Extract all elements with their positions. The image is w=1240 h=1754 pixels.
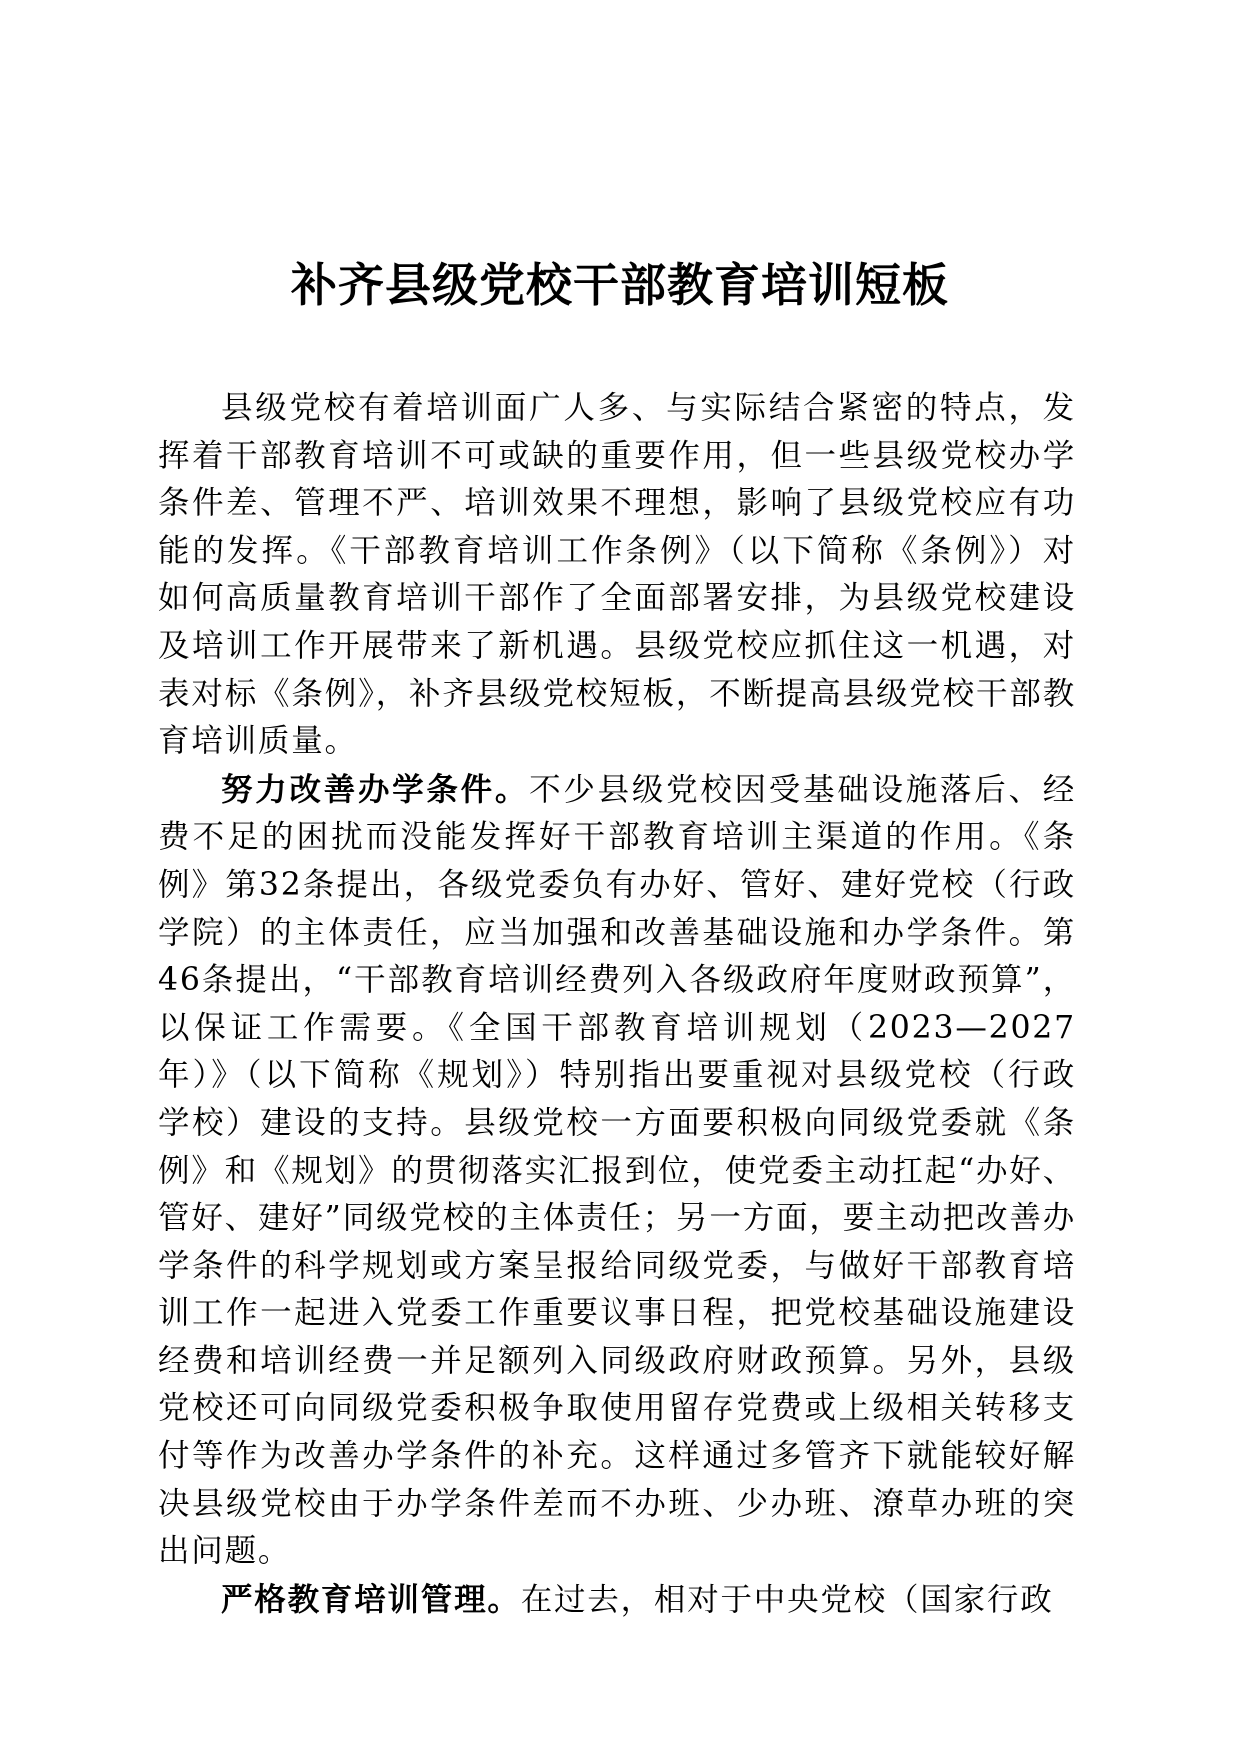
- paragraph-text: 不少县级党校因受基础设施落后、经费不足的困扰而没能发挥好干部教育培训主渠道的作用。《条例》第32条提出，各级党委负有办好、管好、建好党校（行政学院）的主体责任，应当加强和改善基础设施和办学条件。第46条提出，“干部教育培训经费列入各级政府年度财政预算”，以保证工作需要。《全国干部教育培训规划（2023—2027年）》（以下简称《规划》）特别指出要重视对县级党校（行政学校）建设的支持。县级党校一方面要积极向同级党委就《条例》和《规划》的贯彻落实汇报到位，使党委主动扛起“办好、管好、建好”同级党校的主体责任；另一方面，要主动把改善办学条件的科学规划或方案呈报给同级党委，与做好干部教育培训工作一起进入党委工作重要议事日程，把党校基础设施建设经费和培训经费一并足额列入同级政府财政预算。另外，县级党校还可向同级党委积极争取使用留存党费或上级相关转移支付等作为改善办学条件的补充。这样通过多管齐下就能较好解决县级党校由于办学条件差而不办班、少办班、潦草办班的突出问题。: [158, 771, 1076, 1570]
- document-title: 补齐县级党校干部教育培训短板: [291, 258, 949, 312]
- paragraph-strict-management: [158, 1576, 1076, 1625]
- paragraph-lead-heading: 严格教育培训管理。: [221, 1580, 521, 1618]
- paragraph-intro: [158, 385, 1076, 766]
- paragraph-text: 县级党校有着培训面广人多、与实际结合紧密的特点，发挥着干部教育培训不可或缺的重要作用，但一些县级党校办学条件差、管理不严、培训效果不理想，影响了县级党校应有功能的发挥。《干部教育培训工作条例》（以下简称《条例》）对如何高质量教育培训干部作了全面部署安排，为县级党校建设及培训工作开展带来了新机遇。县级党校应抓住这一机遇，对表对标《条例》，补齐县级党校短板，不断提高县级党校干部教育培训质量。: [158, 390, 1076, 760]
- paragraph-text: 在过去，相对于中央党校（国家行政: [520, 1581, 1054, 1618]
- paragraph-improve-conditions: [158, 766, 1076, 1576]
- paragraph-lead-heading: 努力改善办学条件。: [221, 770, 530, 808]
- document-body: [158, 385, 1076, 1624]
